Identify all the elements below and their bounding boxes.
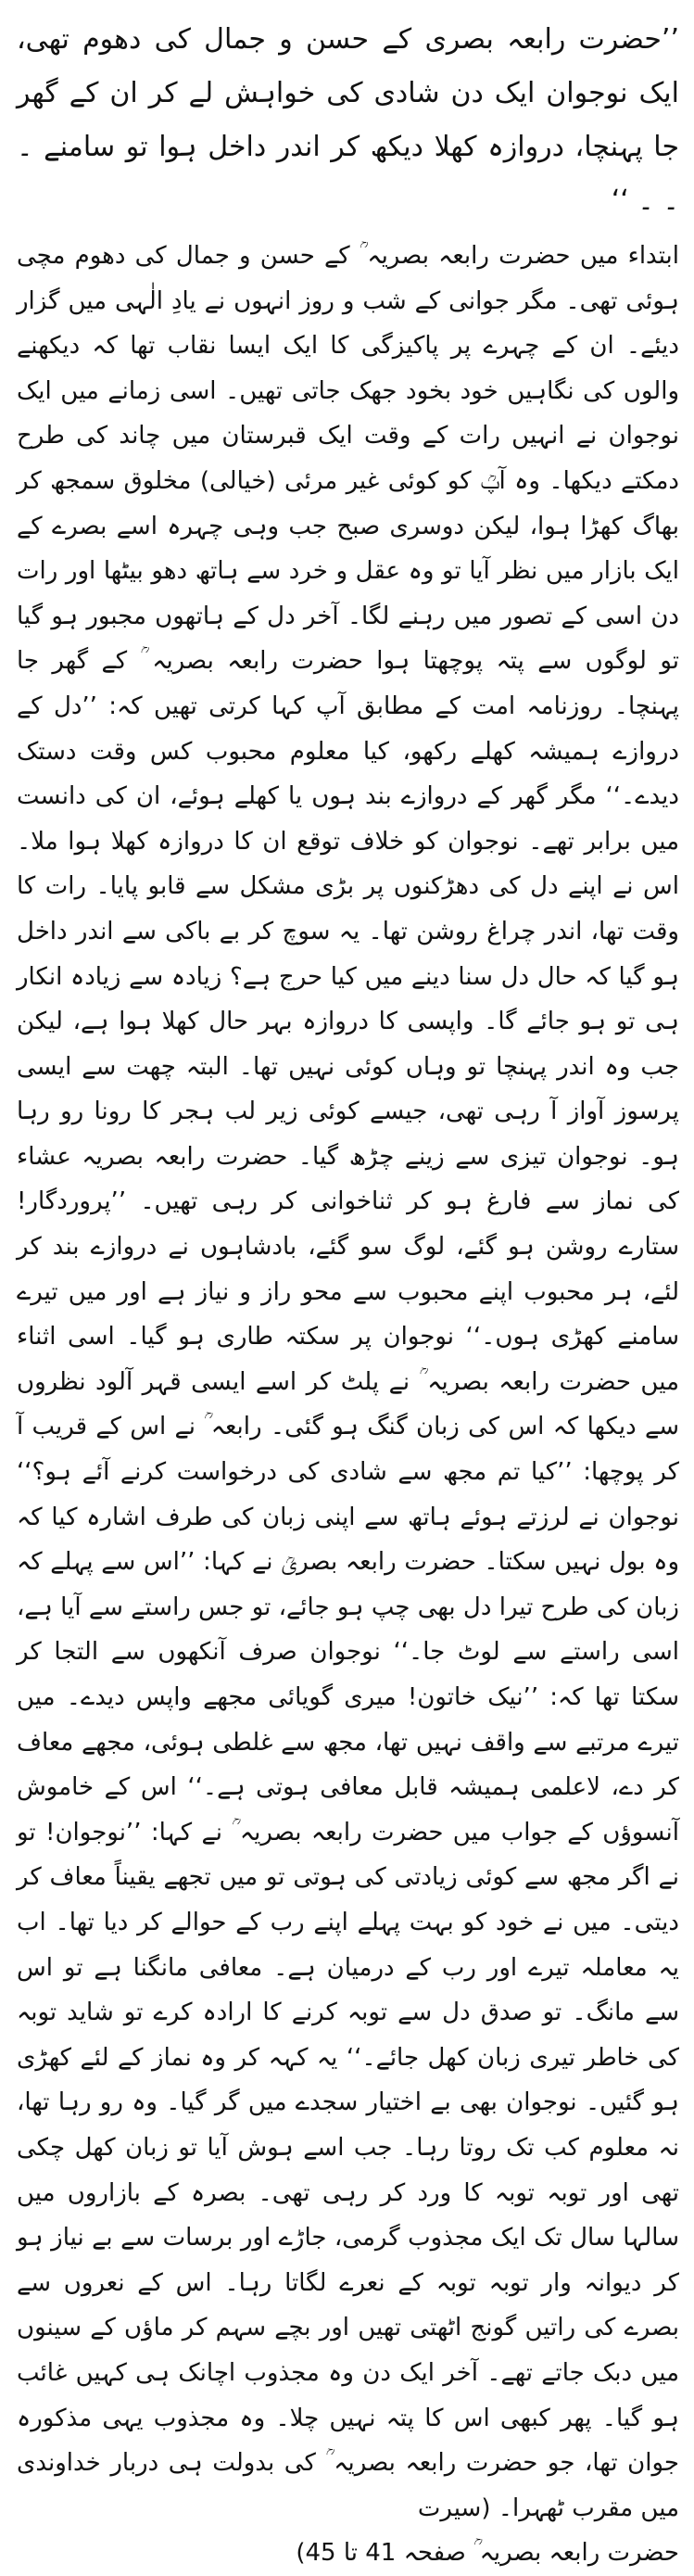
article-citation: حضرت رابعہ بصریہ ؒ صفحہ 41 تا 45) (296, 2539, 679, 2568)
article-body: ابتداء میں حضرت رابعہ بصریہ ؒ کے حسن و جمال کی دھوم مچی ہوئی تھی۔ مگر جوانی کے شب و روز انہوں نے یادِ الٰہی میں گزار دیئے۔ ان کے چہرے پر پاکیزگی کا ایک ایسا نقاب تھا کہ دیکھنے والوں کی نگاہیں خود بخود جھک جاتی تھیں۔ اسی زمانے میں ایک نوجوان نے انہیں رات کے وقت ایک قبرستان میں چاند کی طرح دمکتے دیکھا۔ وہ آپؒ کو کوئی غیر مرئی (خیالی) مخلوق سمجھ کر بھاگ کھڑا ہوا، لیکن دوسری صبح جب وہی چہرہ اسے بصرے کے ایک بازار میں نظر آیا تو وہ عقل و خرد سے ہاتھ دھو بیٹھا اور رات دن اسی کے تصور میں رہنے لگا۔ آخر دل کے ہاتھوں مجبور ہو گیا تو لوگوں سے پتہ پوچھتا ہوا حضرت رابعہ بصریہ ؒ کے گھر جا پہنچا۔ روزنامہ امت کے مطابق آپ کہا کرتی تھیں کہ: ’’دل کے دروازے ہمیشہ کھلے رکھو، کیا معلوم محبوب کس وقت دستک دیدے۔‘‘ مگر گھر کے دروازے بند ہوں یا کھلے ہوئے، ان کی دانست میں برابر تھے۔ نوجوان کو خلاف توقع ان کا دروازہ کھلا ہوا ملا۔ اس نے اپنے دل کی دھڑکنوں پر بڑی مشکل سے قابو پایا۔ رات کا وقت تھا، اندر چراغ روشن تھا۔ یہ سوچ کر بے باکی سے اندر داخل ہو گیا کہ حال دل سنا دینے میں کیا حرج ہے؟ زیادہ سے زیادہ انکار ہی تو ہو جائے گا۔ واپسی کا دروازہ بہر حال کھلا ہوا ہے، لیکن جب وہ اندر پہنچا تو وہاں کوئی نہیں تھا۔ البتہ چھت سے ایسی پرسوز آواز آ رہی تھی، جیسے کوئی زیر لب ہجر کا رونا رو رہا ہو۔ نوجوان تیزی سے زینے چڑھ گیا۔ حضرت رابعہ بصریہ عشاء کی نماز سے فارغ ہو کر ثناخوانی کر رہی تھیں۔ ’’پروردگار! ستارے روشن ہو گئے، لوگ سو گئے، بادشاہوں نے دروازے بند کر لئے، ہر محبوب اپنے محبوب سے محو راز و نیاز ہے اور میں تیرے سامنے کھڑی ہوں۔‘‘ نوجوان پر سکتہ طاری ہو گیا۔ اسی اثناء میں حضرت رابعہ بصریہ ؒ نے پلٹ کر اسے ایسی قہر آلود نظروں سے دیکھا کہ اس کی زبان گنگ ہو گئی۔ رابعہ ؒ نے اس کے قریب آ کر پوچھا: ’’کیا تم مجھ سے شادی کی درخواست کرنے آئے ہو؟‘‘ نوجوان نے لرزتے ہوئے ہاتھ سے اپنی زبان کی طرف اشارہ کیا کہ وہ بول نہیں سکتا۔ حضرت رابعہ بصریؒ نے کہا: ’’اس سے پہلے کہ زبان کی طرح تیرا دل بھی چپ ہو جائے، تو جس راستے سے آیا ہے، اسی راستے سے لوٹ جا۔‘‘ نوجوان صرف آنکھوں سے التجا کر سکتا تھا کہ: ’’نیک خاتون! میری گویائی مجھے واپس دیدے۔ میں تیرے مرتبے سے واقف نہیں تھا، مجھ سے غلطی ہوئی، مجھے معاف کر دے، لاعلمی ہمیشہ قابل معافی ہوتی ہے۔‘‘ اس کے خاموش آنسوؤں کے جواب میں حضرت رابعہ بصریہ ؒ نے کہا: ’’نوجوان! تو نے اگر مجھ سے کوئی زیادتی کی ہوتی تو میں تجھے یقیناً معاف کر دیتی۔ میں نے خود کو بہت پہلے اپنے رب کے حوالے کر دیا تھا۔ اب یہ معاملہ تیرے اور رب کے درمیان ہے۔ معافی مانگنا ہے تو اس سے مانگ۔ تو صدق دل سے توبہ کرنے کا ارادہ کرے تو شاید توبہ کی خاطر تیری زبان کھل جائے۔‘‘ یہ کہہ کر وہ نماز کے لئے کھڑی ہو گئیں۔ نوجوان بھی بے اختیار سجدے میں گر گیا۔ وہ رو رہا تھا، نہ معلوم کب تک روتا رہا۔ جب اسے ہوش آیا تو زبان کھل چکی تھی اور توبہ توبہ کا ورد کر رہی تھی۔ بصرہ کے بازاروں میں سالہا سال تک ایک مجذوب گرمی، جاڑے اور برسات سے بے نیاز ہو کر دیوانہ وار توبہ توبہ کے نعرے لگاتا رہا۔ اس کے نعروں سے بصرے کی راتیں گونج اٹھتی تھیں اور بچے سہم کر ماؤں کے سینوں میں دبک جاتے تھے۔ آخر ایک دن وہ مجذوب اچانک ہی کہیں غائب ہو گیا۔ پھر کبھی اس کا پتہ نہیں چلا۔ وہ مجذوب یہی مذکورہ جوان تھا، جو حضرت رابعہ بصریہ ؒ کی بدولت ہی دربار خداوندی میں مقرب ٹھہرا۔ (سیرت (17, 242, 679, 2522)
article-lead: ’’حضرت رابعہ بصری کے حسن و جمال کی دھوم تھی، ایک نوجوان ایک دن شادی کی خواہش لے کر ان کے گھر جا پہنچا، دروازہ کھلا دیکھ کر اندر داخل ہوا تو سامنے ۔ ۔ ۔ ‘‘ (17, 23, 679, 217)
